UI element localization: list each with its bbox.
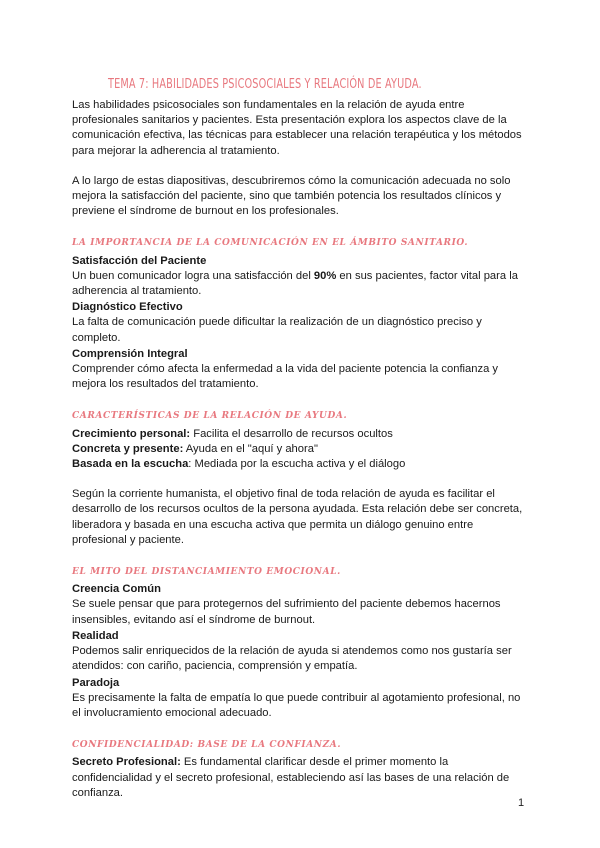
item-title: Realidad: [72, 629, 119, 642]
item-title: Satisfacción del Paciente: [72, 254, 207, 267]
characteristic-line: Crecimiento personal: Facilita el desarrollo de recursos ocultos: [72, 427, 393, 440]
document-body: [72, 98, 527, 801]
item-title: Paradoja: [72, 676, 120, 689]
intro-paragraph-1: Las habilidades psicosociales son fundamentales en la relación de ayuda entre profesionales sanitarios y pacientes. Esta presentación explora los aspectos clave de la comunicación efectiva, las técnicas para establecer una relación terapéutica y los métodos para mejorar la adherencia al tratamiento.: [72, 99, 522, 157]
item-text: La falta de comunicación puede dificultar la realización de un diagnóstico preciso y completo.: [72, 316, 482, 344]
item-text: Podemos salir enriquecidos de la relación de ayuda si atendemos como nos gustaría ser atendidos: con cariño, paciencia, comprensión y empatía.: [72, 645, 512, 673]
confidentiality-line: Secreto Profesional: Es fundamental clarificar desde el primer momento la confidencialidad y el secreto profesional, estableciendo así las bases de una relación de confianza.: [72, 756, 510, 799]
section-heading-communication: LA IMPORTANCIA DE LA COMUNICACIÓN EN EL ÁMBITO SANITARIO.: [72, 238, 469, 249]
item-text: Se suele pensar que para protegernos del sufrimiento del paciente debemos hacernos insensibles, evitando así el síndrome de burnout.: [72, 598, 501, 626]
section-heading-characteristics: CARACTERÍSTICAS DE LA RELACIÓN DE AYUDA.: [72, 411, 348, 422]
section-heading-myth: EL MITO DEL DISTANCIAMIENTO EMOCIONAL.: [72, 567, 341, 578]
page-title: TEMA 7: HABILIDADES PSICOSOCIALES Y RELACIÓN DE AYUDA.: [108, 76, 422, 92]
item-title: Comprensión Integral: [72, 347, 188, 360]
characteristic-line: Basada en la escucha: Mediada por la escucha activa y el diálogo: [72, 458, 406, 471]
page-number: 1: [518, 797, 525, 809]
item-text: Es precisamente la falta de empatía lo que puede contribuir al agotamiento profesional, no el involucramiento emocional adecuado.: [72, 691, 521, 719]
section-heading-confidentiality: CONFIDENCIALIDAD: BASE DE LA CONFIANZA.: [72, 740, 342, 751]
humanist-paragraph: Según la corriente humanista, el objetivo final de toda relación de ayuda es facilitar el desarrollo de los recursos ocultos de la persona ayudada. Esta relación debe ser concreta, liberadora y basada en una escucha activa que permita un diálogo genuino entre profesional y paciente.: [72, 488, 523, 546]
characteristic-line: Concreta y presente: Ayuda en el "aquí y ahora": [72, 442, 318, 455]
item-title: Creencia Común: [72, 583, 161, 596]
item-text: Comprender cómo afecta la enfermedad a la vida del paciente potencia la confianza y mejora los resultados del tratamiento.: [72, 363, 499, 391]
intro-paragraph-2: A lo largo de estas diapositivas, descubriremos cómo la comunicación adecuada no solo mejora la satisfacción del paciente, sino que también potencia los resultados clínicos y previene el síndrome de burnout en los profesionales.: [72, 174, 511, 218]
item-text: Un buen comunicador logra una satisfacción del 90% en sus pacientes, factor vital para la adherencia al tratamiento.: [72, 269, 518, 298]
item-title: Diagnóstico Efectivo: [72, 301, 183, 314]
